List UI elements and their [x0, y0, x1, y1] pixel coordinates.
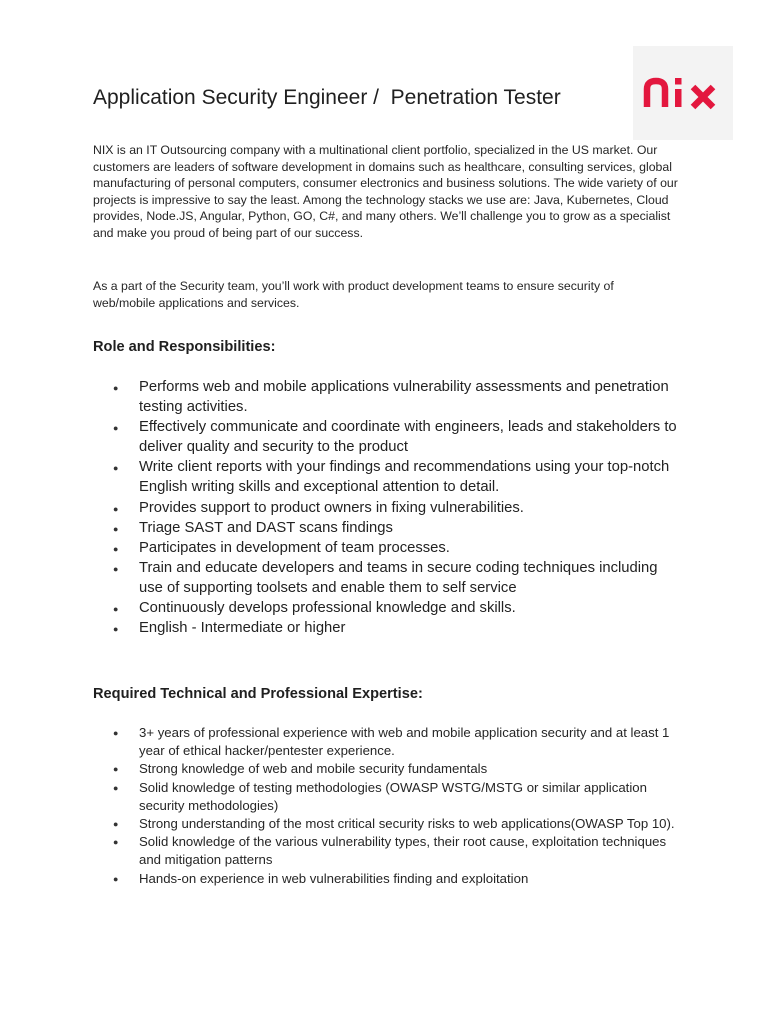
list-item: ● Train and educate developers and teams in secure coding techniques including use of supporting toolsets and enable them to self service [113, 558, 683, 598]
expertise-heading: Required Technical and Professional Expertise: [93, 686, 423, 702]
roles-heading: Role and Responsibilities: [93, 339, 276, 355]
expertise-list [113, 724, 683, 888]
list-item: ● Participates in development of team processes. [113, 538, 683, 558]
page-title: Application Security Engineer / Penetration Tester [93, 86, 561, 109]
intro-paragraph-team: As a part of the Security team, you’ll work with product development teams to ensure security of web/mobile applications and services. [93, 279, 614, 310]
company-logo [633, 46, 733, 140]
list-item: ● 3+ years of professional experience with web and mobile application security and at least 1 year of ethical hacker/pentester experience. [113, 724, 683, 760]
list-item: ● Write client reports with your findings and recommendations using your top-notch English writing skills and exceptional attention to detail. [113, 457, 683, 497]
list-item: ● Triage SAST and DAST scans findings [113, 518, 683, 538]
nix-logo-icon [641, 73, 725, 113]
list-item: ● Solid knowledge of testing methodologies (OWASP WSTG/MSTG or similar application security methodologies) [113, 779, 683, 815]
list-item: ● Strong understanding of the most critical security risks to web applications(OWASP Top 10). [113, 815, 683, 833]
roles-list [113, 377, 683, 638]
list-item: ● Performs web and mobile applications vulnerability assessments and penetration testing activities. [113, 377, 683, 417]
list-item: ● Hands-on experience in web vulnerabilities finding and exploitation [113, 870, 683, 888]
intro-paragraph-company: NIX is an IT Outsourcing company with a multinational client portfolio, specialized in the US market. Our customers are leaders of software development in domains such as healthcare, consulting services, global manufacturing of personal computers, consumer electronics and business solutions. The wide variety of our projects is impressive to say the least. Among the technology stacks we use are: Java, Kubernetes, Cloud provides, Node.JS, Angular, Python, GO, C#, and many others. We’ll challenge you to grow as a specialist and make you proud of being part of our success. [93, 143, 678, 240]
list-item: ● Effectively communicate and coordinate with engineers, leads and stakeholders to deliver quality and security to the product [113, 417, 683, 457]
list-item: ● Solid knowledge of the various vulnerability types, their root cause, exploitation techniques and mitigation patterns [113, 833, 683, 869]
list-item: ● Continuously develops professional knowledge and skills. [113, 598, 683, 618]
list-item: ● Provides support to product owners in fixing vulnerabilities. [113, 498, 683, 518]
list-item: ● Strong knowledge of web and mobile security fundamentals [113, 760, 683, 778]
list-item: ● English - Intermediate or higher [113, 618, 683, 638]
